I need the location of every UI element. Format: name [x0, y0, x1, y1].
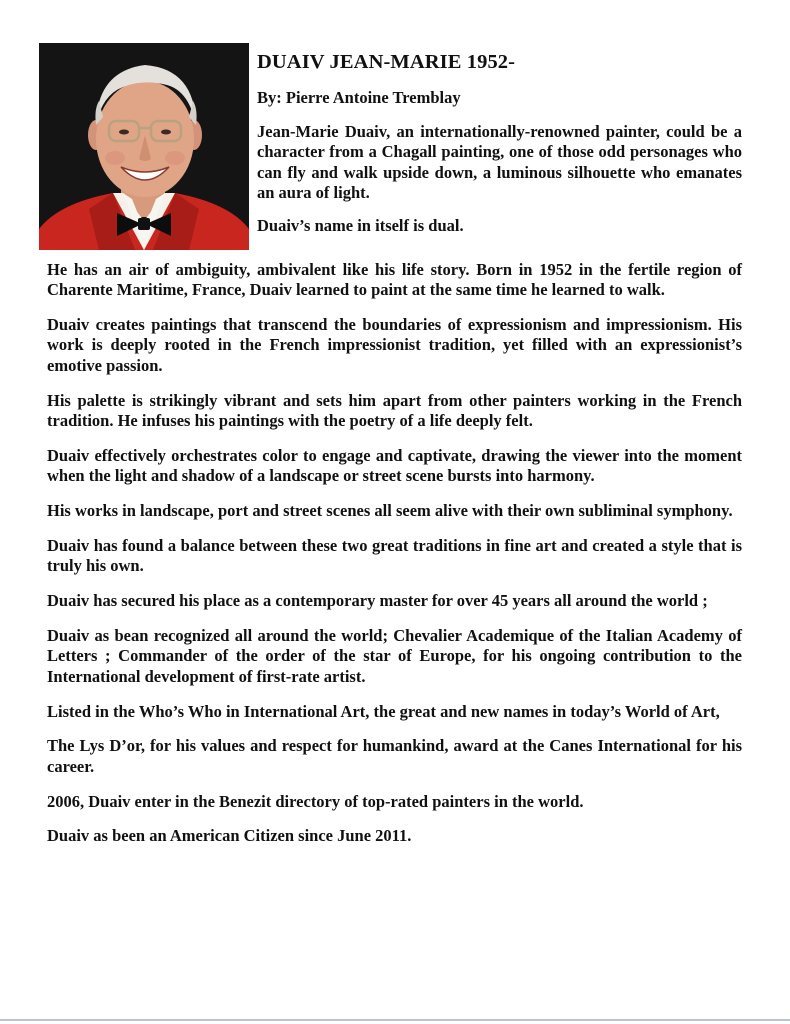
body-paragraph: Duaiv effectively orchestrates color to engage and captivate, drawing the viewer into the moment when the light and shadow of a landscape or street scene bursts into harmony. — [47, 445, 742, 486]
article-byline: By: Pierre Antoine Tremblay — [257, 88, 461, 107]
body-paragraph: Duaiv as been an American Citizen since June 2011. — [47, 826, 412, 846]
body-paragraph: Duaiv creates paintings that transcend the boundaries of expressionism and impressionism. His work is deeply rooted in the French impressionist tradition, yet filled with an expressionist’s emotive passion. — [47, 315, 742, 375]
body-paragraph: The Lys D’or, for his values and respect for humankind, award at the Canes International for his career. — [47, 736, 742, 776]
body-paragraph: He has an air of ambiguity, ambivalent like his life story. Born in 1952 in the fertile region of Charente Maritime, France, Duaiv learned to paint at the same time he learned to walk. — [47, 260, 742, 300]
page-bottom-rule — [0, 1019, 790, 1021]
dual-name-paragraph: Duaiv’s name in itself is dual. — [257, 216, 464, 236]
portrait-photo — [39, 43, 249, 250]
intro-paragraph: Jean-Marie Duaiv, an internationally-renowned painter, could be a character from a Chagall painting, one of those odd personages who can fly and walk upside down, a luminous silhouette who emanates an aura of light. — [257, 122, 742, 202]
body-paragraph: His works in landscape, port and street scenes all seem alive with their own subliminal symphony. — [47, 501, 733, 521]
article-header — [257, 50, 757, 236]
body-paragraph: His palette is strikingly vibrant and sets him apart from other painters working in the French tradition. He infuses his paintings with the poetry of a life deeply felt. — [47, 390, 742, 430]
body-paragraph: Listed in the Who’s Who in International Art, the great and new names in today’s World of Art, — [47, 701, 720, 721]
portrait-photo-icon — [39, 43, 249, 250]
body-paragraph: Duaiv has secured his place as a contemporary master for over 45 years all around the world ; — [47, 591, 708, 611]
article-title: DUAIV JEAN-MARIE 1952- — [257, 51, 516, 73]
body-paragraph: 2006, Duaiv enter in the Benezit directory of top-rated painters in the world. — [47, 791, 584, 811]
article-body — [47, 260, 742, 861]
body-paragraph: Duaiv as bean recognized all around the world; Chevalier Academique of the Italian Academy of Letters ; Commander of the order of the star of Europe, for his ongoing contribution to the International development of first-rate artist. — [47, 626, 742, 686]
body-paragraph: Duaiv has found a balance between these two great traditions in fine art and created a style that is truly his own. — [47, 535, 742, 576]
